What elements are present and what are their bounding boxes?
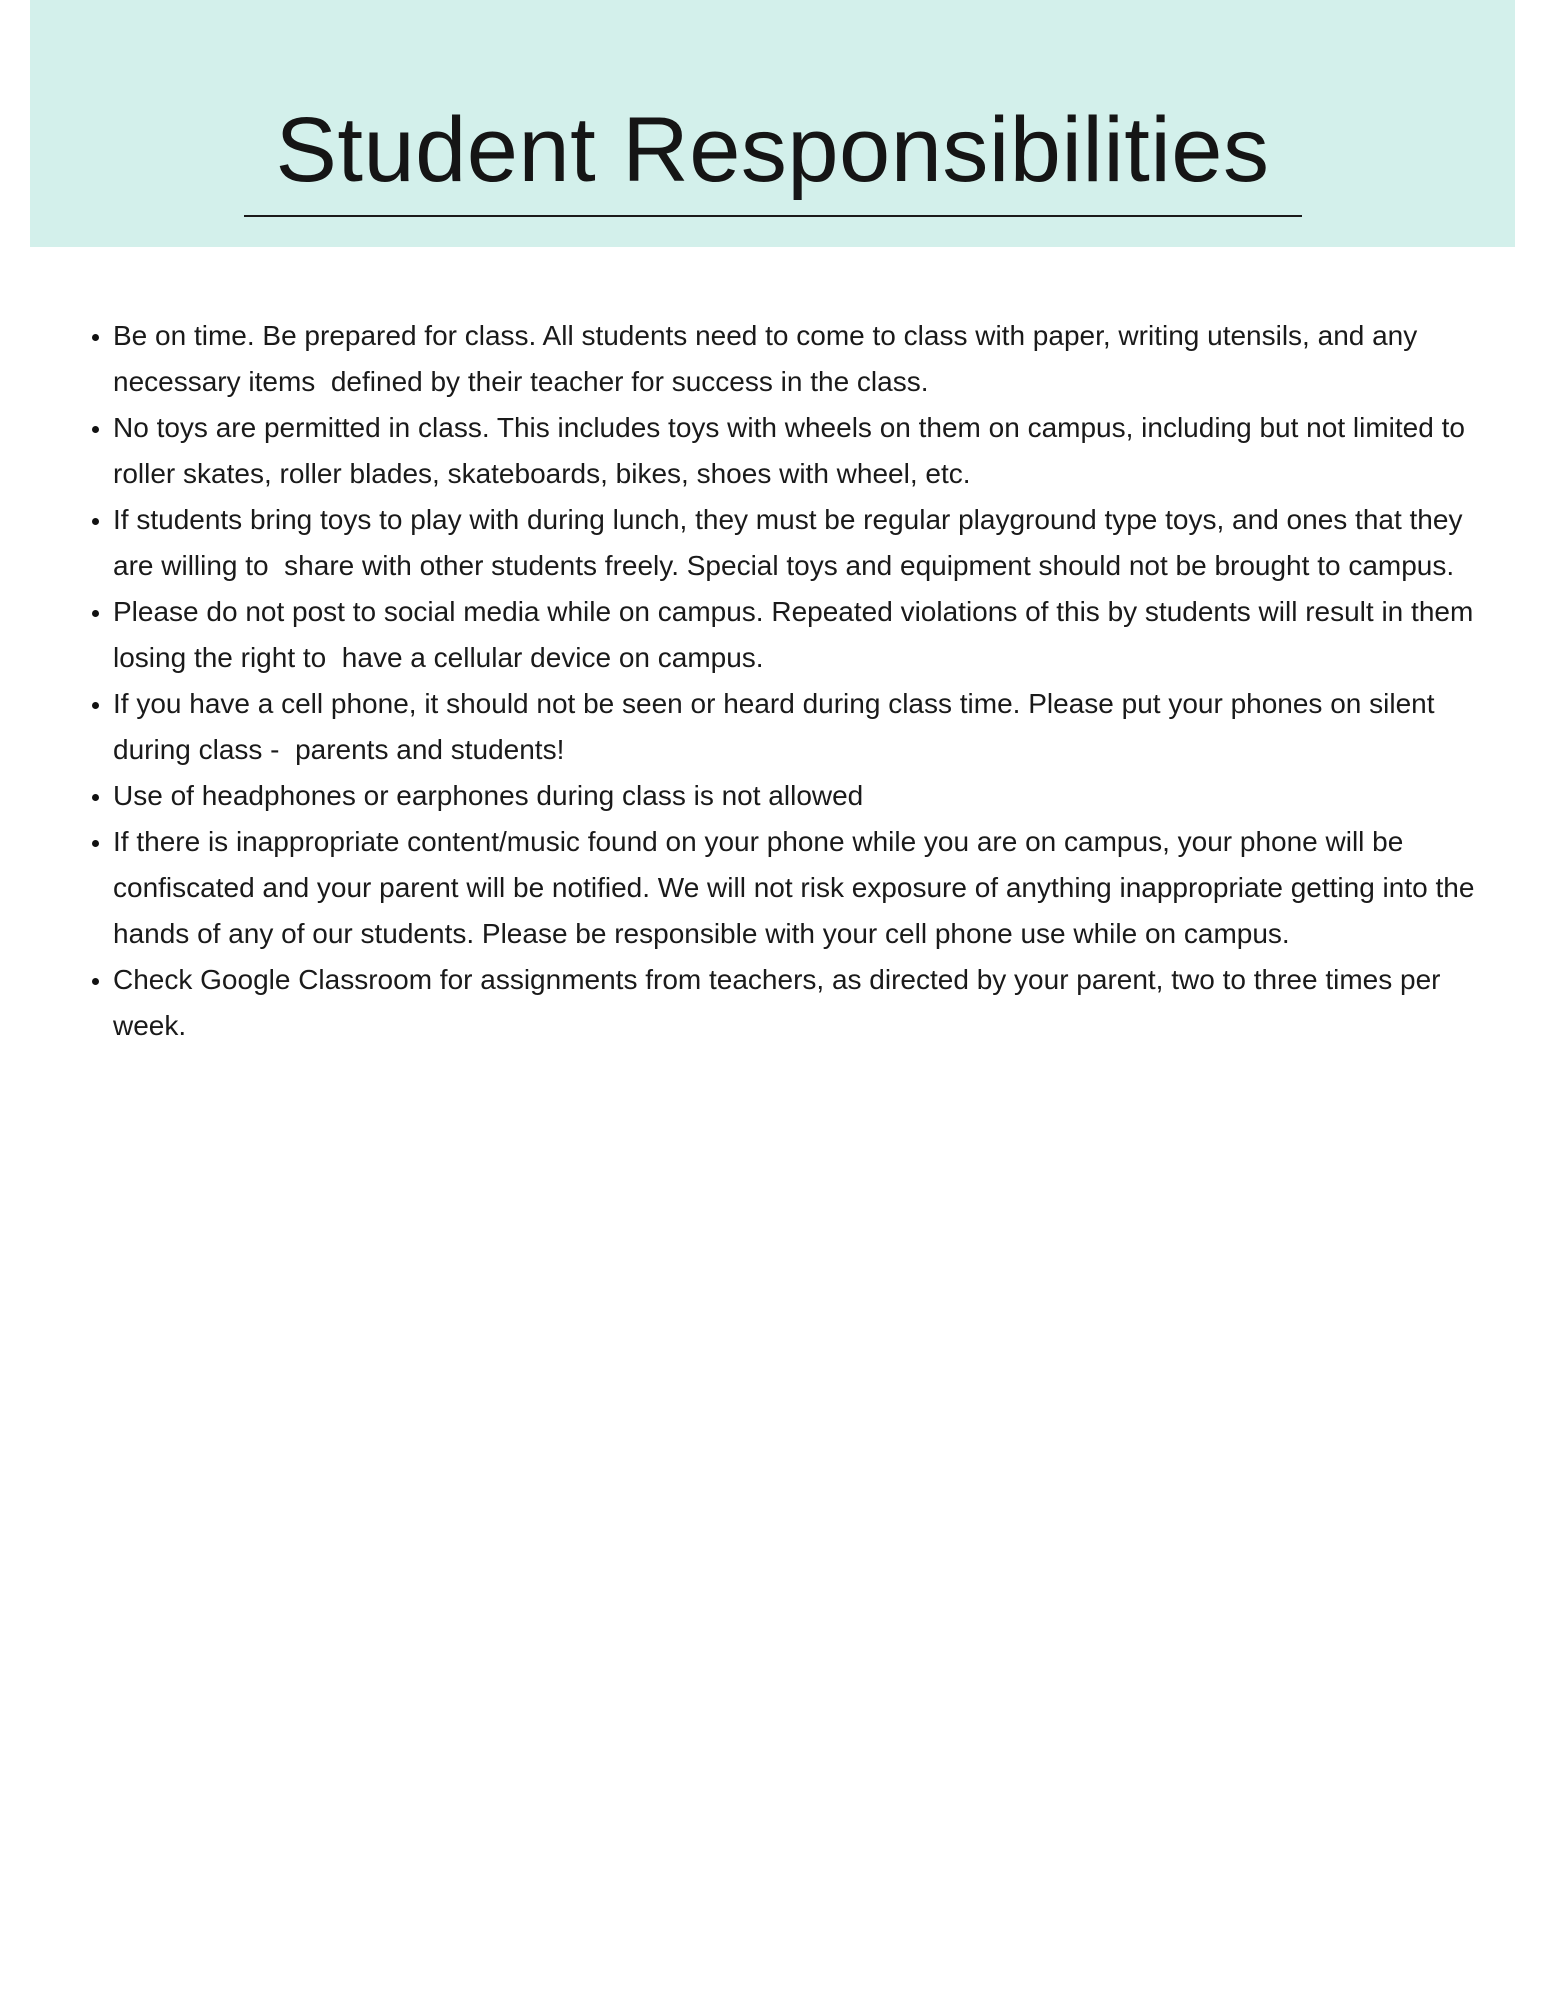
list-item: • No toys are permitted in class. This includes toys with wheels on them on campus, including but not limited to roller skates, roller blades, skateboards, bikes, shoes with wheel, etc. — [113, 405, 1493, 497]
header-banner — [30, 0, 1515, 247]
content-area — [0, 247, 1545, 1049]
list-item: • If you have a cell phone, it should not be seen or heard during class time. Please put your phones on silent during class - parents and students! — [113, 681, 1493, 773]
list-item: • Check Google Classroom for assignments from teachers, as directed by your parent, two to three times per week. — [113, 957, 1493, 1049]
list-item: • If students bring toys to play with during lunch, they must be regular playground type toys, and ones that they are willing to share with other students freely. Special toys and equipment should not be brought to campus. — [113, 497, 1493, 589]
responsibilities-list — [113, 313, 1493, 1049]
list-item: • Use of headphones or earphones during class is not allowed — [113, 773, 1493, 819]
list-item: • If there is inappropriate content/music found on your phone while you are on campus, your phone will be confiscated and your parent will be notified. We will not risk exposure of anything inappropriate getting into the hands of any of our students. Please be responsible with your cell phone use while on campus. — [113, 819, 1493, 957]
page-title: Student Responsibilities — [275, 98, 1270, 201]
list-item: • Please do not post to social media while on campus. Repeated violations of this by students will result in them losing the right to have a cellular device on campus. — [113, 589, 1493, 681]
title-underline — [244, 215, 1302, 217]
list-item: • Be on time. Be prepared for class. All students need to come to class with paper, writing utensils, and any necessary items defined by their teacher for success in the class. — [113, 313, 1493, 405]
